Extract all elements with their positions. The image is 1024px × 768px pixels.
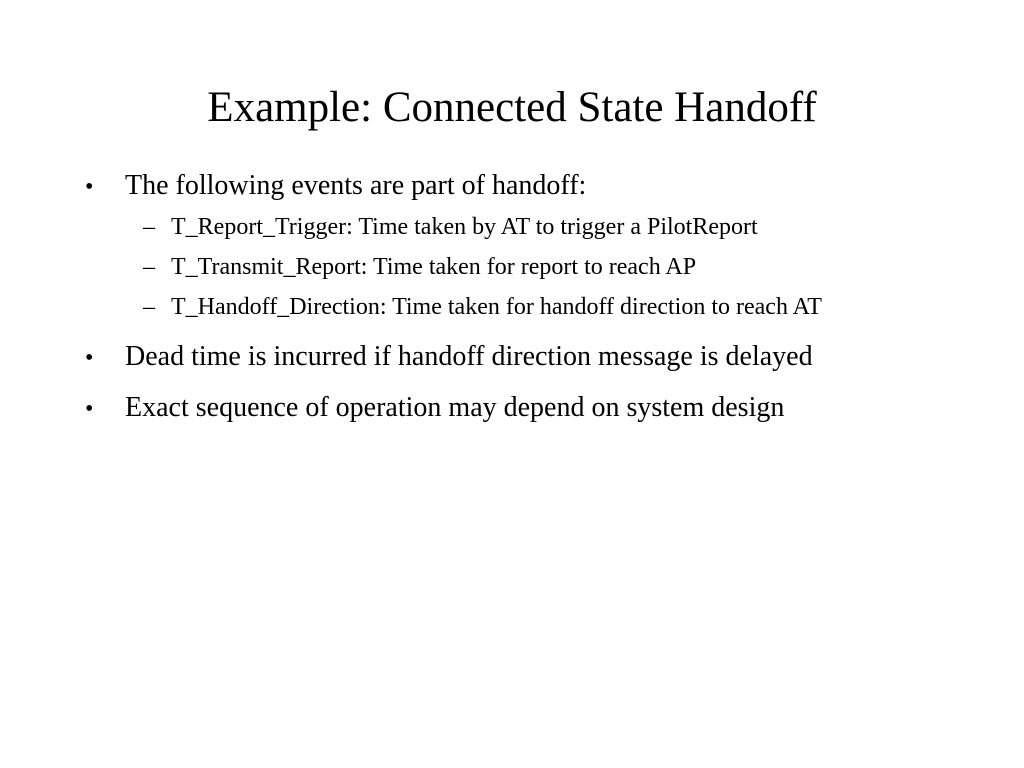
sub-bullet-text: T_Transmit_Report: Time taken for report to reach AP bbox=[171, 254, 697, 280]
bullet-marker: • bbox=[85, 345, 94, 371]
bullet-text: The following events are part of handoff: bbox=[125, 170, 587, 201]
sub-bullet-item bbox=[143, 207, 1005, 247]
bullet-item bbox=[85, 337, 1005, 378]
sub-bullet-marker: – bbox=[143, 254, 155, 280]
bullet-item bbox=[85, 166, 1005, 207]
slide-title: Example: Connected State Handoff bbox=[207, 84, 817, 131]
bullet-marker: • bbox=[85, 174, 94, 200]
sub-bullet-marker: – bbox=[143, 294, 155, 320]
bullet-list bbox=[85, 166, 1005, 429]
bullet-text: Exact sequence of operation may depend on system design bbox=[125, 392, 785, 423]
sub-bullet-marker: – bbox=[143, 214, 155, 240]
sub-bullet-text: T_Report_Trigger: Time taken by AT to trigger a PilotReport bbox=[171, 214, 758, 240]
sub-bullet-item bbox=[143, 287, 1005, 327]
bullet-marker: • bbox=[85, 396, 94, 422]
bullet-item bbox=[85, 388, 1005, 429]
bullet-text: Dead time is incurred if handoff direction message is delayed bbox=[125, 341, 813, 372]
sub-bullet-item bbox=[143, 247, 1005, 287]
sub-bullet-text: T_Handoff_Direction: Time taken for handoff direction to reach AT bbox=[171, 294, 822, 320]
